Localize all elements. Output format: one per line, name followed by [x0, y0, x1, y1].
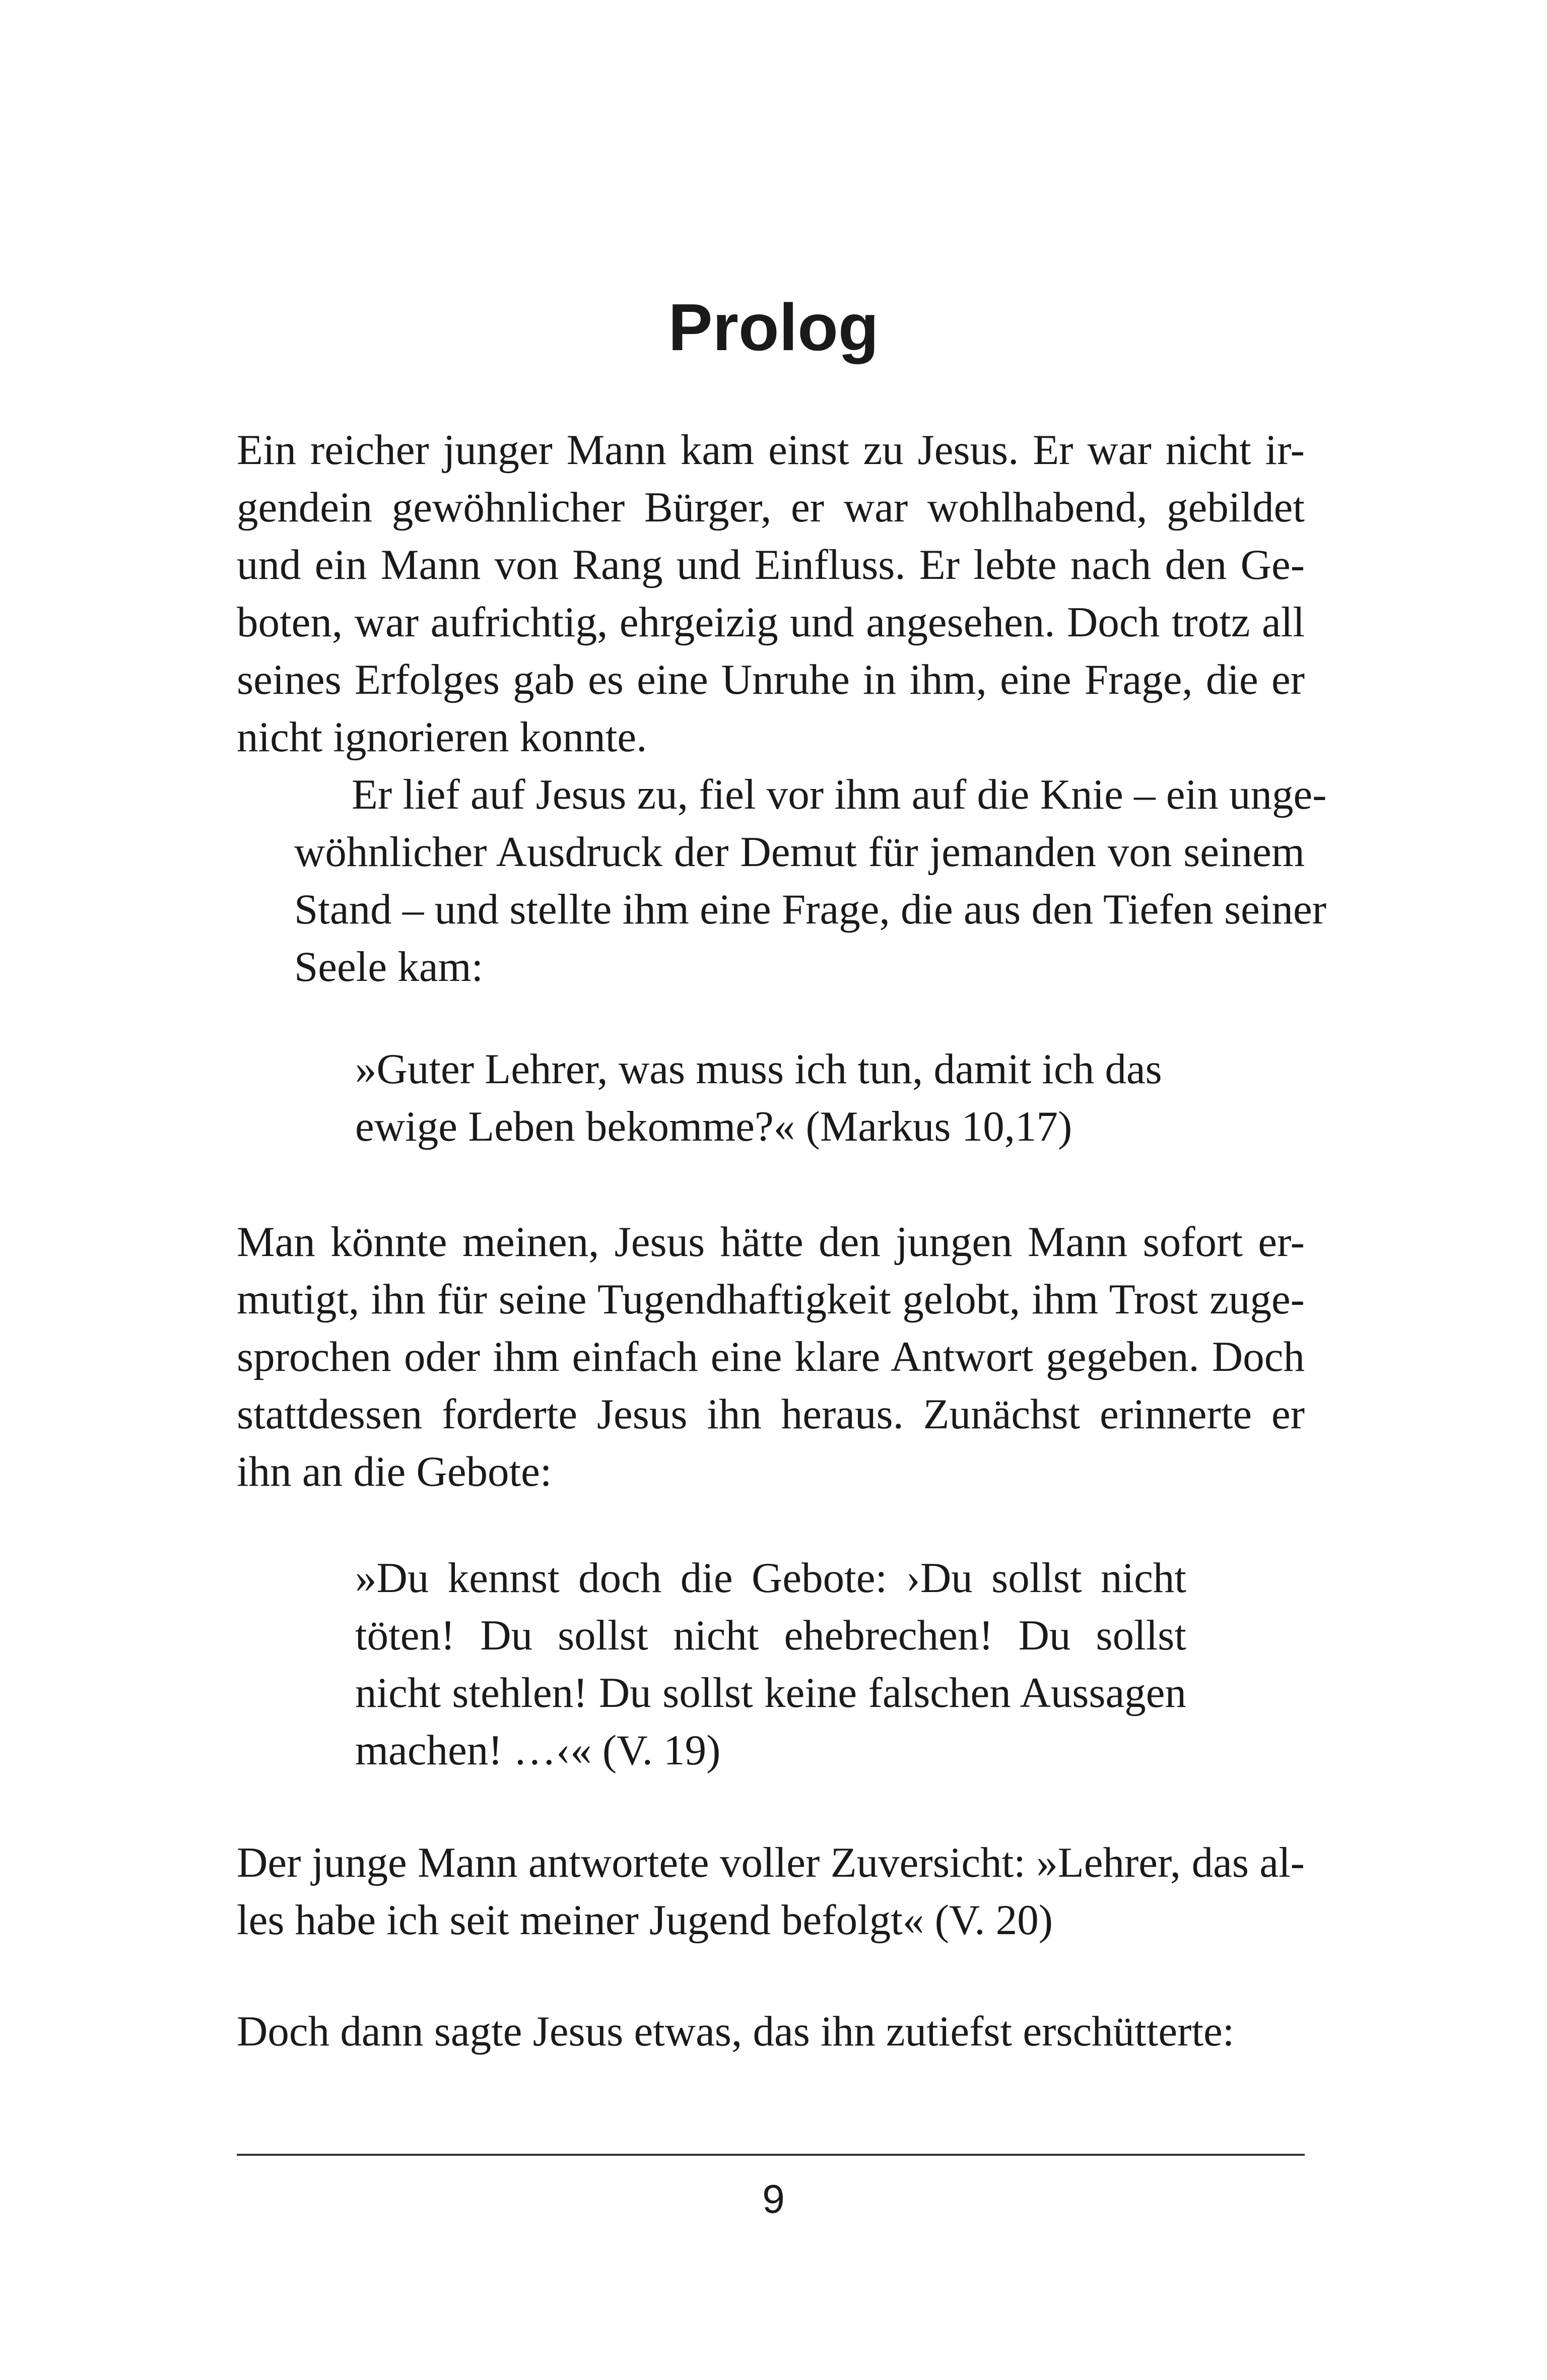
text-line: Doch dann sagte Jesus etwas, das ihn zutiefst erschütterte:	[237, 2008, 1235, 2055]
text-line: nicht ignorieren konnte.	[237, 713, 647, 761]
text-line: stattdessen forderte Jesus ihn heraus. Zunächst erinnerte er	[237, 1391, 1305, 1438]
block-quote-1	[355, 1040, 1186, 1155]
quote-line: »Du kennst doch die Gebote: ›Du sollst nicht	[355, 1554, 1186, 1602]
text-line: und ein Mann von Rang und Einfluss. Er lebte nach den Ge-	[237, 541, 1305, 588]
text-line: gendein gewöhnlicher Bürger, er war wohlhabend, gebildet	[237, 484, 1305, 531]
text-line: Der junge Mann antwortete voller Zuversicht: »Lehrer, das al-	[237, 1839, 1305, 1886]
quote-line: töten! Du sollst nicht ehebrechen! Du sollst	[355, 1612, 1186, 1659]
text-line: mutigt, ihn für seine Tugendhaftigkeit gelobt, ihm Trost zuge-	[237, 1276, 1305, 1323]
quote-line: machen! …‹« (V. 19)	[355, 1727, 721, 1774]
footer-rule	[237, 2154, 1305, 2156]
paragraph-1	[237, 421, 1305, 766]
paragraph-2	[237, 766, 1327, 996]
quote-line: »Guter Lehrer, was muss ich tun, damit ich das	[355, 1045, 1162, 1093]
quote-line: nicht stehlen! Du sollst keine falschen Aussagen	[355, 1669, 1186, 1716]
text-line: Seele kam:	[294, 943, 484, 990]
block-quote-2	[355, 1549, 1186, 1779]
text-line: Man könnte meinen, Jesus hätte den jungen Mann sofort er-	[237, 1218, 1305, 1266]
text-line: Er lief auf Jesus zu, fiel vor ihm auf die Knie – ein unge-	[352, 771, 1327, 818]
chapter-title: Prolog	[668, 290, 879, 364]
text-line: ihn an die Gebote:	[237, 1448, 552, 1495]
paragraph-3	[237, 1213, 1305, 1500]
paragraph-4	[237, 1834, 1305, 1949]
text-line: wöhnlicher Ausdruck der Demut für jemanden von seinem	[294, 828, 1305, 876]
text-line: les habe ich seit meiner Jugend befolgt« (V. 20)	[237, 1896, 1053, 1944]
text-line: Ein reicher junger Mann kam einst zu Jesus. Er war nicht ir-	[237, 426, 1305, 474]
text-line: Stand – und stellte ihm eine Frage, die aus den Tiefen seiner	[294, 886, 1327, 933]
paragraph-5	[237, 2003, 1305, 2060]
quote-line: ewige Leben bekomme?« (Markus 10,17)	[355, 1103, 1072, 1150]
text-line: seines Erfolges gab es eine Unruhe in ihm, eine Frage, die er	[237, 656, 1305, 703]
text-line: boten, war aufrichtig, ehrgeizig und angesehen. Doch trotz all	[237, 599, 1305, 646]
page-number: 9	[762, 2176, 785, 2221]
text-line: sprochen oder ihm einfach eine klare Antwort gegeben. Doch	[237, 1333, 1305, 1380]
